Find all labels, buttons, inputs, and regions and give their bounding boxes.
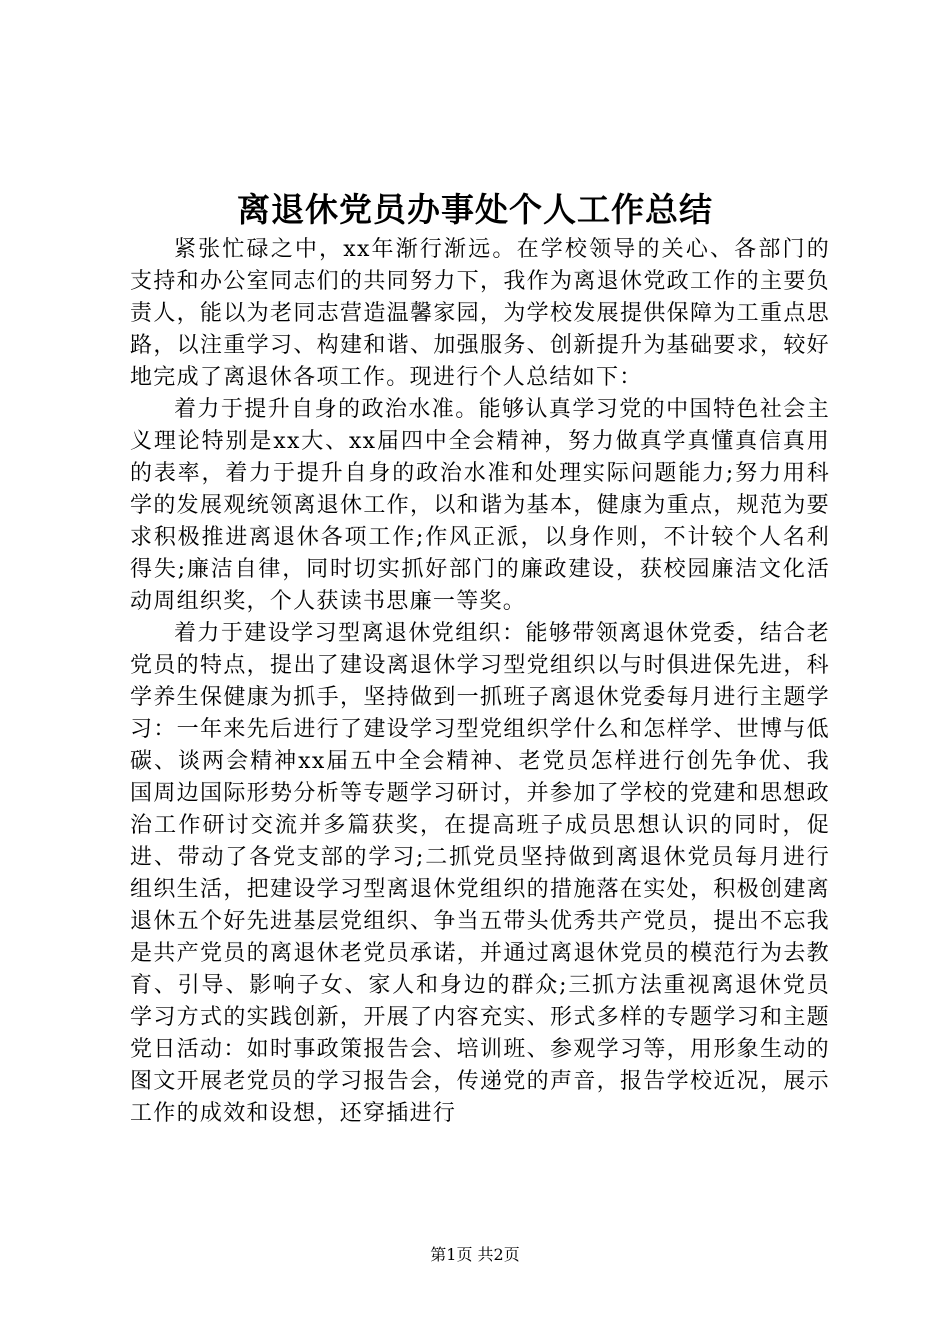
document-body bbox=[130, 234, 830, 1130]
paragraph-intro: 紧张忙碌之中，xx年渐行渐远。在学校领导的关心、各部门的支持和办公室同志们的共同努力下，我作为离退休党政工作的主要负责人，能以为老同志营造温馨家园，为学校发展提供保障为工重点思路，以注重学习、构建和谐、加强服务、创新提升为基础要求，较好地完成了离退休各项工作。现进行个人总结如下： bbox=[130, 237, 830, 390]
paragraph-political-standard: 着力于提升自身的政治水准。能够认真学习党的中国特色社会主义理论特别是xx大、xx届四中全会精神，努力做真学真懂真信真用的表率，着力于提升自身的政治水准和处理实际问题能力;努力用科学的发展观统领离退休工作，以和谐为基本，健康为重点，规范为要求积极推进离退休各项工作;作风正派，以身作则，不计较个人名利得失;廉洁自律，同时切实抓好部门的廉政建设，获校园廉洁文化活动周组织奖，个人获读书思廉一等奖。 bbox=[130, 397, 830, 614]
page-footer: 第1页 共2页 bbox=[430, 1245, 520, 1264]
document-title: 离退休党员办事处个人工作总结 bbox=[237, 190, 713, 229]
paragraph-learning-organization: 着力于建设学习型离退休党组织：能够带领离退休党委，结合老党员的特点，提出了建设离退休学习型党组织以与时俱进保先进，科学养生保健康为抓手，坚持做到一抓班子离退休党委每月进行主题学习：一年来先后进行了建设学习型党组织学什么和怎样学、世博与低碳、谈两会精神xx届五中全会精神、老党员怎样进行创先争优、我国周边国际形势分析等专题学习研讨，并参加了学校的党建和思想政治工作研讨交流并多篇获奖，在提高班子成员思想认识的同时，促进、带动了各党支部的学习;二抓党员坚持做到离退休党员每月进行组织生活，把建设学习型离退休党组织的措施落在实处，积极创建离退休五个好先进基层党组织、争当五带头优秀共产党员，提出不忘我是共产党员的离退休老党员承诺，并通过离退休党员的模范行为去教育、引导、影响子女、家人和身边的群众;三抓方法重视离退休党员学习方式的实践创新，开展了内容充实、形式多样的专题学习和主题党日活动：如时事政策报告会、培训班、参观学习等，用形象生动的图文开展老党员的学习报告会，传递党的声音，报告学校近况，展示工作的成效和设想，还穿插进行 bbox=[130, 621, 830, 1126]
